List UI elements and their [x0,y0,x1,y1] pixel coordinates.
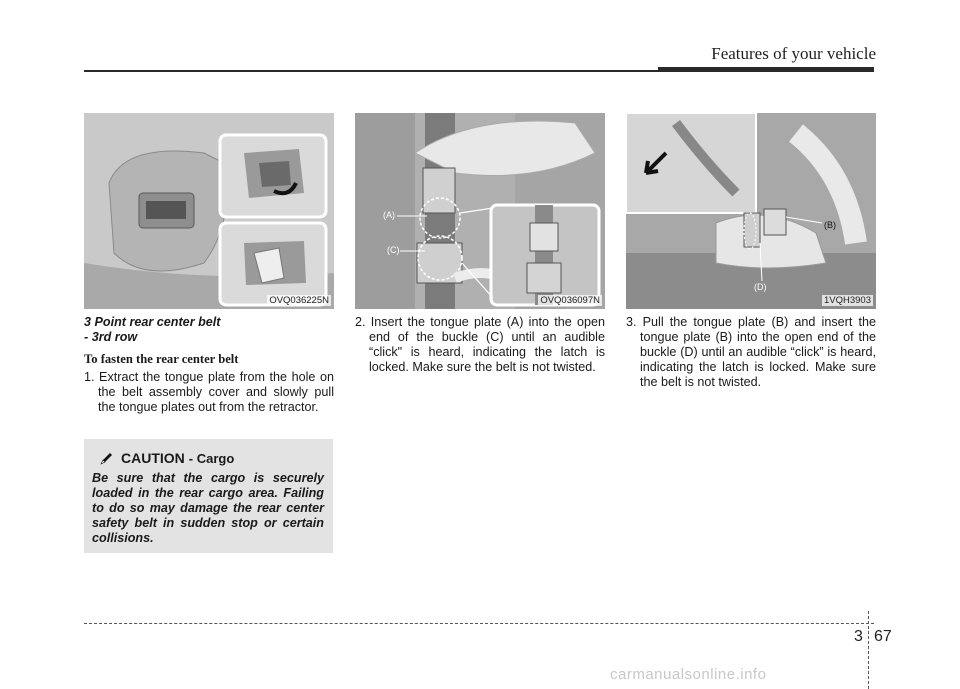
label-b: (B) [824,220,836,230]
label-a: (A) [383,210,395,220]
watermark: carmanualsonline.info [610,666,767,683]
step-2-text: 2. Insert the tongue plate (A) into the open end of the buckle (C) until an audible “click" is heard, indicating the latch is locked. Make sure the belt is not twisted. [355,315,605,374]
figure-code: OVQ036225N [269,295,329,306]
figure-code: OVQ036097N [540,295,600,306]
footer-separator [868,611,869,689]
figure-insert-second-tongue [626,113,876,309]
caution-box [84,439,333,553]
caution-subtitle: - Cargo [188,450,235,466]
section-title-row: - 3rd row [84,330,138,344]
subheading: To fasten the rear center belt [84,352,239,366]
column-3 [626,315,876,390]
insert-tongue-illustration [355,113,605,309]
footer-rule [84,623,874,624]
column-2 [355,315,605,375]
header-rule-accent [658,67,874,72]
figure-code: 1VQH3903 [823,295,871,306]
header-title: Features of your vehicle [711,44,876,63]
label-d: (D) [754,282,767,292]
figure-insert-tongue [355,113,605,309]
caution-title: CAUTION [121,450,185,466]
pencil-icon [100,451,114,465]
insert-second-tongue-illustration [626,113,876,309]
caution-text: Be sure that the cargo is securely loaded in the rear cargo area. Failing to do so may damage the rear center safety belt in sudden stop or certain collisions. [92,471,324,545]
page-number: 67 [874,628,892,645]
figure-belt-cover [84,113,334,309]
belt-cover-illustration [84,113,334,309]
chapter-number: 3 [854,628,863,645]
caution-heading [100,450,234,466]
step-3-text: 3. Pull the tongue plate (B) and insert the tongue plate (B) into the open end of the buckle (D) until an audible “click” is heard, indicating the latch is locked. Make sure the belt is not twisted. [626,315,876,389]
column-1 [84,315,334,415]
step-1-text: 1. Extract the tongue plate from the hole on the belt assembly cover and slowly pull the tongue plates out from the retractor. [84,370,334,414]
section-title: 3 Point rear center belt [84,315,221,329]
label-c: (C) [387,245,400,255]
